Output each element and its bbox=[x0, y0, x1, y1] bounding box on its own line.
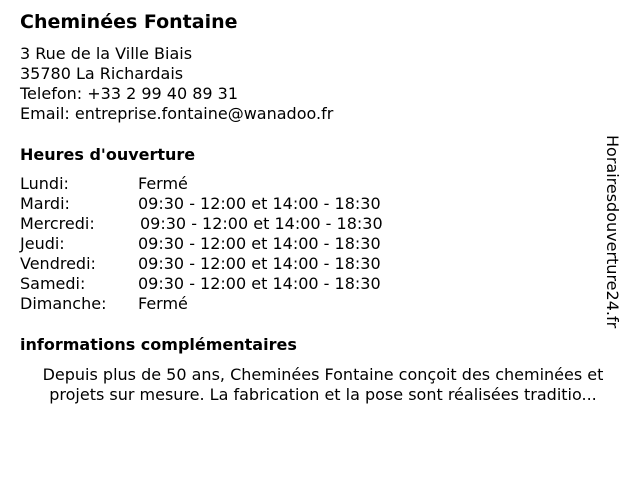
day-label: Mercredi: bbox=[20, 214, 95, 233]
time-value: 09:30 - 12:00 et 14:00 - 18:30 bbox=[138, 194, 381, 213]
additional-info-heading: informations complémentaires bbox=[20, 335, 297, 354]
opening-hours-heading: Heures d'ouverture bbox=[20, 145, 196, 164]
time-value: 09:30 - 12:00 et 14:00 - 18:30 bbox=[138, 254, 381, 273]
day-label: Dimanche: bbox=[20, 294, 107, 313]
email-address: Email: entreprise.fontaine@wanadoo.fr bbox=[20, 104, 334, 123]
day-label: Samedi: bbox=[20, 274, 86, 293]
time-value: 09:30 - 12:00 et 14:00 - 18:30 bbox=[138, 234, 381, 253]
day-label: Vendredi: bbox=[20, 254, 96, 273]
day-label: Mardi: bbox=[20, 194, 70, 213]
time-value: 09:30 - 12:00 et 14:00 - 18:30 bbox=[140, 214, 383, 233]
business-address bbox=[20, 44, 333, 124]
site-watermark: Horairesdouverture24.fr bbox=[603, 135, 622, 329]
description-line-1: Depuis plus de 50 ans, Cheminées Fontaine conçoit des cheminées et bbox=[42, 365, 604, 384]
time-value: Fermé bbox=[138, 174, 188, 193]
time-value: 09:30 - 12:00 et 14:00 - 18:30 bbox=[138, 274, 381, 293]
description-line-2: projets sur mesure. La fabrication et la pose sont réalisées traditio... bbox=[49, 385, 597, 404]
time-value: Fermé bbox=[138, 294, 188, 313]
day-label: Lundi: bbox=[20, 174, 69, 193]
business-name: Cheminées Fontaine bbox=[20, 11, 238, 33]
address-city: 35780 La Richardais bbox=[20, 64, 184, 83]
address-street: 3 Rue de la Ville Biais bbox=[20, 44, 193, 63]
day-label: Jeudi: bbox=[20, 234, 65, 253]
phone-number: Telefon: +33 2 99 40 89 31 bbox=[20, 84, 239, 103]
business-description bbox=[18, 365, 628, 405]
